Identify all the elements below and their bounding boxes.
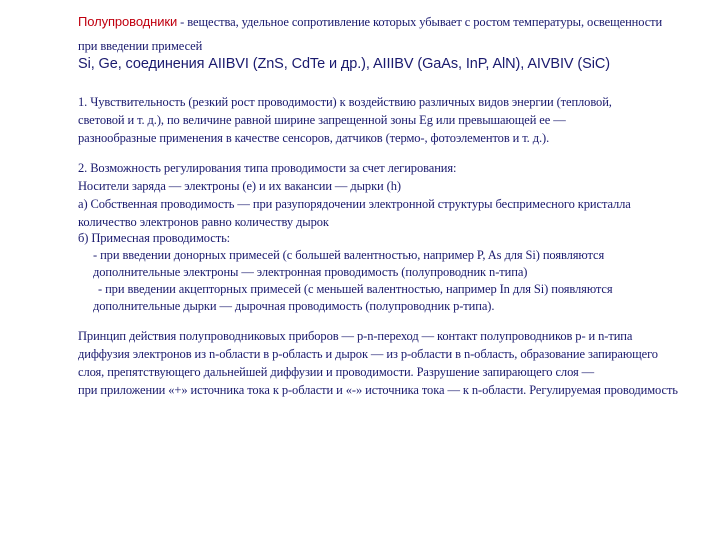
donor-line-1: - при введении донорных примесей (с большей валентностью, например P, As для Si) появляются [93, 248, 605, 262]
donor-line-2: дополнительные электроны — электронная проводимость (полупроводник n-типа) [93, 265, 528, 279]
point1-line-2: световой и т. д.), по величине равной ширине запрещенной зоны Eg или превышающей ее — [78, 113, 566, 127]
point2-line-3: а) Собственная проводимость — при разупорядочении электронной структуры беспримесного кристалла [78, 197, 631, 211]
point1-line-1: 1. Чувствительность (резкий рост проводимости) к воздействию различных видов энергии (тепловой, [78, 95, 612, 109]
principle-line-3: слоя, препятствующего дальнейшей диффузии и проводимости. Разрушение запирающего слоя — [78, 365, 595, 379]
point2-line-4: количество электронов равно количеству дырок [78, 215, 329, 229]
point2-line-5: б) Примесная проводимость: [78, 231, 231, 245]
principle-line-2: диффузия электронов из n-области в p-область и дырок — из p-области в n-область, образование запирающего [78, 347, 658, 361]
acceptor-line-1: - при введении акцепторных примесей (с меньшей валентностью, например In для Si) появляются [98, 282, 613, 296]
point2-line-1: 2. Возможность регулирования типа проводимости за счет легирования: [78, 161, 457, 175]
point2-line-2: Носители заряда — электроны (e) и их вакансии — дырки (h) [78, 179, 401, 193]
principle-line-1: Принцип действия полупроводниковых приборов — p-n-переход — контакт полупроводников p- и n-типа [78, 329, 633, 343]
acceptor-line-2: дополнительные дырки — дырочная проводимость (полупроводник p-типа). [93, 299, 495, 313]
intro-line-2: при введении примесей [78, 39, 203, 53]
compounds-line: Si, Ge, соединения AIIBVI (ZnS, CdTe и др.), AIIIBV (GaAs, InP, AlN), AIVBIV (SiC) [78, 56, 610, 72]
point1-line-3: разнообразные применения в качестве сенсоров, датчиков (термо-, фотоэлементов и т. д.). [78, 131, 550, 145]
term-semiconductors: Полупроводники [78, 14, 178, 29]
principle-line-4: при приложении «+» источника тока к p-области и «-» источника тока — к n-области. Регулируемая проводимость [78, 383, 678, 397]
intro-line-1 [78, 14, 662, 30]
definition-text: - вещества, удельное сопротивление которых убывает с ростом температуры, освещенности [177, 15, 663, 29]
